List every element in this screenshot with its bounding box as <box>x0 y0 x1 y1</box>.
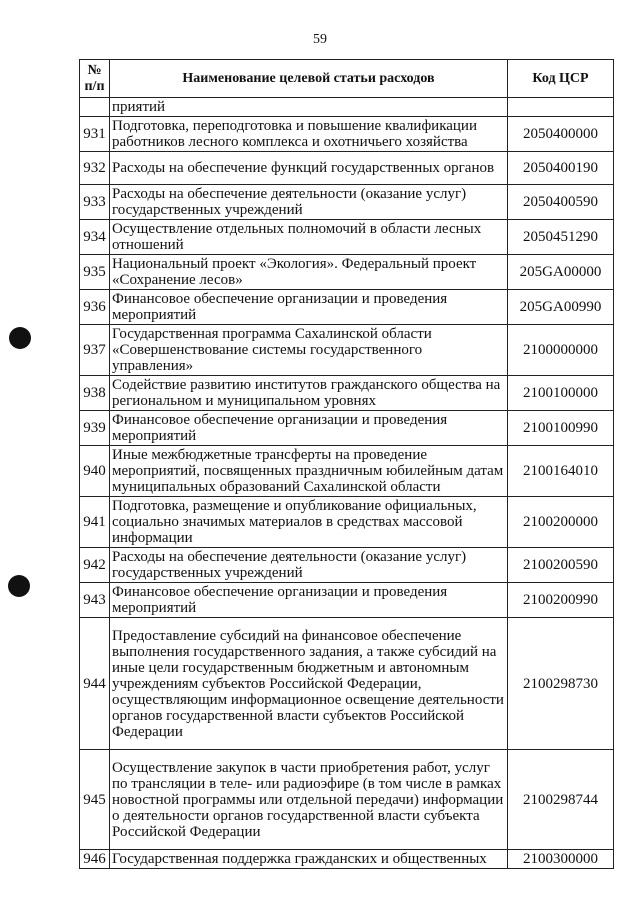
header-number-text: № п/п <box>84 62 105 94</box>
table-row <box>80 850 614 869</box>
table-row <box>80 152 614 185</box>
row-number: 934 <box>80 220 110 255</box>
row-number: 942 <box>80 548 110 583</box>
header-number <box>80 60 110 98</box>
row-code: 2100200990 <box>508 583 614 618</box>
row-name: Осуществление закупок в части приобретения работ, услуг по трансляции в теле- или радиоэфире (в том числе в рамках новостной программы или отдельной передачи) информации о деятельности органов государственной власти субъекта Российской Федерации <box>110 750 508 850</box>
row-name: Финансовое обеспечение организации и проведения мероприятий <box>110 411 508 446</box>
header-name: Наименование целевой статьи расходов <box>110 60 508 98</box>
row-number: 946 <box>80 850 110 869</box>
binder-hole-mark <box>9 327 31 349</box>
row-name: Подготовка, переподготовка и повышение квалификации работников лесного комплекса и охотничьего хозяйства <box>110 117 508 152</box>
row-code: 2100298730 <box>508 618 614 750</box>
row-name: Подготовка, размещение и опубликование официальных, социально значимых материалов в средствах массовой информации <box>110 497 508 548</box>
row-code: 2100000000 <box>508 325 614 376</box>
table-row <box>80 750 614 850</box>
row-name: Финансовое обеспечение организации и проведения мероприятий <box>110 583 508 618</box>
row-code: 2100300000 <box>508 850 614 869</box>
table-row <box>80 98 614 117</box>
row-name: Расходы на обеспечение функций государственных органов <box>110 152 508 185</box>
row-code: 2100164010 <box>508 446 614 497</box>
row-name: Предоставление субсидий на финансовое обеспечение выполнения государственного задания, а также субсидий на иные цели государственным бюджетным и автономным учреждениям субъектов Российской Федерации, осуществляющим информационное освещение деятельности органов государственной власти субъектов Российской Федерации <box>110 618 508 750</box>
table-body <box>80 98 614 869</box>
row-number: 931 <box>80 117 110 152</box>
row-name: Национальный проект «Экология». Федеральный проект «Сохранение лесов» <box>110 255 508 290</box>
expense-code-table <box>79 59 614 869</box>
header-code: Код ЦСР <box>508 60 614 98</box>
table-row <box>80 325 614 376</box>
table-row <box>80 290 614 325</box>
row-name: приятий <box>110 98 508 117</box>
row-code: 2100100000 <box>508 376 614 411</box>
row-number: 941 <box>80 497 110 548</box>
row-code: 2050451290 <box>508 220 614 255</box>
row-number: 937 <box>80 325 110 376</box>
row-name: Иные межбюджетные трансферты на проведение мероприятий, посвященных праздничным юбилейным датам муниципальных образований Сахалинской области <box>110 446 508 497</box>
row-number: 932 <box>80 152 110 185</box>
row-code: 2050400190 <box>508 152 614 185</box>
row-number: 936 <box>80 290 110 325</box>
row-code: 2100200000 <box>508 497 614 548</box>
row-name: Осуществление отдельных полномочий в области лесных отношений <box>110 220 508 255</box>
row-name: Содействие развитию институтов гражданского общества на региональном и муниципальном уровнях <box>110 376 508 411</box>
table-row <box>80 220 614 255</box>
table-header-row <box>80 60 614 98</box>
table-row <box>80 618 614 750</box>
row-code: 2100298744 <box>508 750 614 850</box>
table-row <box>80 548 614 583</box>
row-name: Государственная поддержка гражданских и общественных <box>110 850 508 869</box>
table-row <box>80 446 614 497</box>
table-row <box>80 185 614 220</box>
row-code <box>508 98 614 117</box>
row-name: Государственная программа Сахалинской области «Совершенствование системы государственного управления» <box>110 325 508 376</box>
row-code: 205GA00000 <box>508 255 614 290</box>
row-number: 933 <box>80 185 110 220</box>
row-number: 935 <box>80 255 110 290</box>
page-number: 59 <box>313 32 327 47</box>
row-number: 943 <box>80 583 110 618</box>
table-row <box>80 117 614 152</box>
row-code: 2100200590 <box>508 548 614 583</box>
row-code: 2050400590 <box>508 185 614 220</box>
row-name: Финансовое обеспечение организации и проведения мероприятий <box>110 290 508 325</box>
row-code: 2050400000 <box>508 117 614 152</box>
row-name: Расходы на обеспечение деятельности (оказание услуг) государственных учреждений <box>110 548 508 583</box>
table-row <box>80 255 614 290</box>
row-number: 939 <box>80 411 110 446</box>
table-row <box>80 497 614 548</box>
row-number: 945 <box>80 750 110 850</box>
binder-hole-mark <box>8 575 30 597</box>
row-number <box>80 98 110 117</box>
table-row <box>80 376 614 411</box>
row-code: 2100100990 <box>508 411 614 446</box>
table-row <box>80 583 614 618</box>
row-number: 938 <box>80 376 110 411</box>
table-row <box>80 411 614 446</box>
row-code: 205GA00990 <box>508 290 614 325</box>
row-name: Расходы на обеспечение деятельности (оказание услуг) государственных учреждений <box>110 185 508 220</box>
row-number: 940 <box>80 446 110 497</box>
row-number: 944 <box>80 618 110 750</box>
